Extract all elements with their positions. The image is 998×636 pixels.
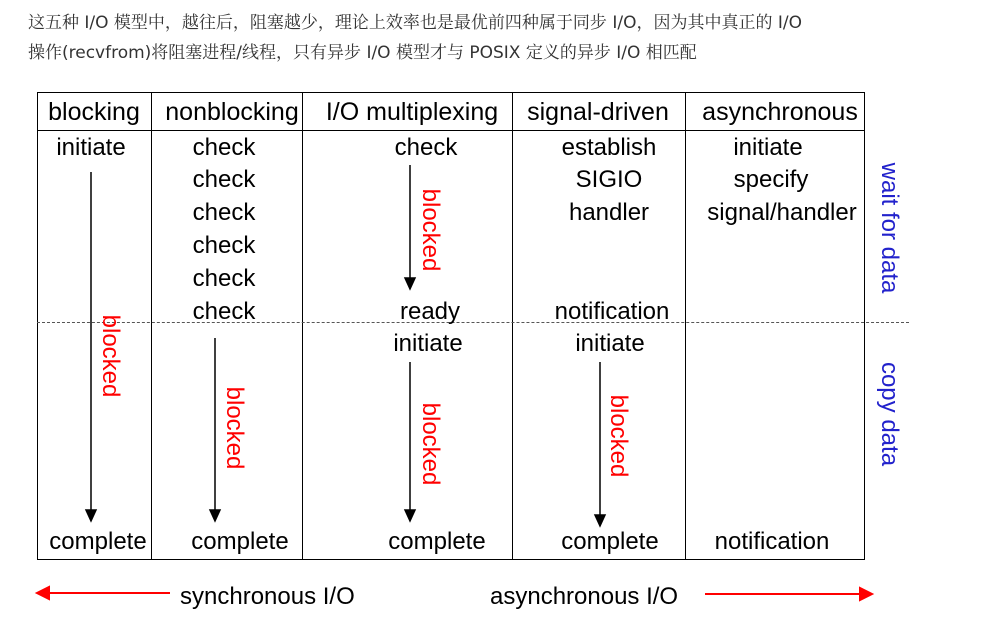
async-notification: notification [714, 528, 830, 555]
wait-for-data-label: wait for data [876, 162, 903, 294]
async-initiate: initiate [733, 134, 803, 161]
signal-handler: handler [568, 199, 650, 226]
async-signal-handler: signal/handler [707, 199, 857, 226]
header-asynchronous: asynchronous [702, 98, 858, 126]
synchronous-left-arrow [37, 587, 170, 599]
blocking-initiate: initiate [56, 134, 126, 161]
multiplexing-check: check [394, 134, 458, 161]
asynchronous-right-arrow [705, 588, 872, 600]
nonblocking-down-arrow [210, 338, 220, 521]
signal-down-arrow [595, 362, 605, 526]
copy-data-label: copy data [876, 361, 903, 467]
blocking-blocked-label: blocked [97, 314, 124, 398]
multiplexing-ready: ready [399, 298, 461, 325]
multiplexing-complete: complete [388, 528, 486, 555]
multiplexing-down-arrow-1 [405, 165, 415, 289]
signal-notification: notification [554, 298, 670, 325]
header-nonblocking: nonblocking [165, 98, 299, 126]
header-multiplexing: I/O multiplexing [325, 98, 499, 126]
nonblocking-complete: complete [191, 528, 289, 555]
signal-initiate: initiate [575, 330, 645, 357]
synchronous-io-label: synchronous I/O [180, 583, 355, 610]
intro-line-1: 这五种 I/O 模型中，越往后，阻塞越少，理论上效率也是最优前四种属于同步 I/O，因为其中真正的 I/O [28, 13, 802, 33]
multiplexing-blocked-label-2: blocked [417, 402, 444, 486]
signal-blocked-label: blocked [605, 394, 632, 478]
signal-sigio: SIGIO [575, 166, 643, 193]
header-signal-driven: signal-driven [527, 98, 669, 126]
nonblocking-check: check [192, 265, 256, 292]
nonblocking-check: check [192, 134, 256, 161]
nonblocking-blocked-label: blocked [221, 386, 248, 470]
nonblocking-check: check [192, 232, 256, 259]
multiplexing-down-arrow-2 [405, 362, 415, 521]
multiplexing-initiate: initiate [393, 330, 463, 357]
header-blocking: blocking [48, 98, 140, 126]
async-specify: specify [733, 166, 809, 193]
intro-line-2: 操作(recvfrom)将阻塞进程/线程，只有异步 I/O 模型才与 POSIX 定义的异步 I/O 相匹配 [28, 43, 697, 63]
nonblocking-check: check [192, 166, 256, 193]
signal-complete: complete [561, 528, 659, 555]
asynchronous-io-label: asynchronous I/O [490, 583, 679, 610]
blocking-complete: complete [49, 528, 147, 555]
multiplexing-blocked-label-1: blocked [417, 188, 444, 272]
nonblocking-check: check [192, 298, 256, 325]
blocking-down-arrow [86, 172, 96, 521]
signal-establish: establish [561, 134, 657, 161]
nonblocking-check: check [192, 199, 256, 226]
